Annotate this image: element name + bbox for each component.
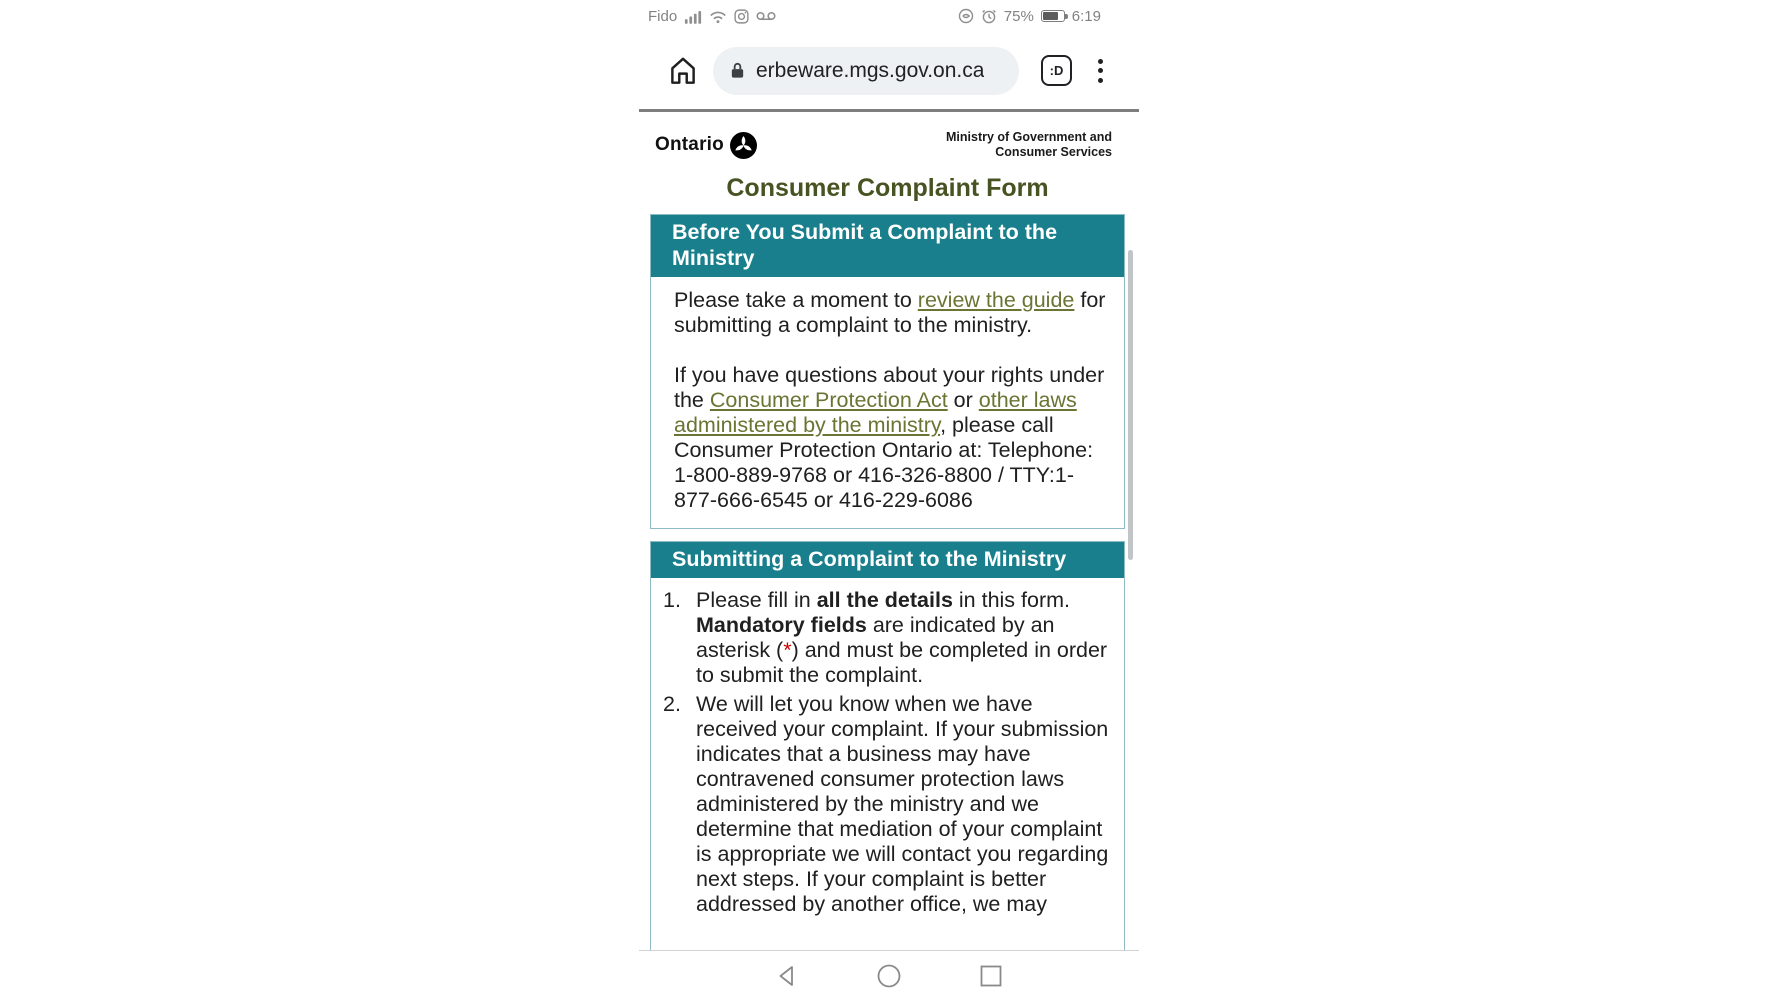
paragraph-questions: If you have questions about your rights under the Consumer Protection Act or other laws administered by the ministry, please call Consumer Protection Ontario at: Telephone: 1-800-889-9768 or 416-326-8800 / TTY:1-877-666-6545 or 416-229-6086 [674,363,1105,512]
submitting-section [650,541,1125,950]
eye-comfort-icon [958,8,974,24]
before-submit-section [650,214,1125,529]
review-guide-link[interactable]: review the guide [917,288,1075,312]
tab-switcher-button[interactable] [1041,55,1072,86]
page-header [650,128,1125,160]
web-page [639,115,1139,950]
home-icon [672,58,693,82]
other-laws-link[interactable]: other laws administered by the ministry [674,388,1077,437]
browser-toolbar [639,32,1139,112]
home-nav-icon [879,965,900,986]
battery-icon [1041,10,1065,22]
page-scrollbar[interactable] [1128,250,1133,560]
status-bar [639,0,1139,32]
before-submit-header: Before You Submit a Complaint to the Ministry [651,215,1124,277]
list-item: 1. Please fill in all the details in this form. Mandatory fields are indicated by an asterisk (*) and must be completed in order to submit the complaint. [663,588,1108,687]
lock-icon [729,61,746,80]
recents-button[interactable] [978,963,1004,989]
android-nav-bar [639,950,1139,1000]
tab-count-badge: :D [1049,63,1064,78]
battery-percent-label: 75% [1003,7,1034,25]
ministry-label: Ministry of Government and Consumer Services [946,130,1112,159]
back-button[interactable] [774,963,800,989]
before-submit-body [651,277,1124,528]
recents-icon [982,966,1001,985]
consumer-protection-act-link[interactable]: Consumer Protection Act [709,388,948,412]
submitting-body [651,578,1124,950]
home-button[interactable] [666,54,700,88]
wifi-icon [709,9,727,24]
voicemail-icon [756,10,776,22]
back-icon [781,967,793,985]
ontario-brand [655,132,757,159]
list-item: 2. We will let you know when we have received your complaint. If your submission indicates that a business may have contravened consumer protection laws administered by the ministry and we determine that mediation of your complaint is appropriate we will contact you regarding next steps. If your complaint is better addressed by another office, we may [663,692,1109,916]
url-bar[interactable] [713,47,1019,95]
submitting-header: Submitting a Complaint to the Ministry [651,542,1124,578]
alarm-icon [981,8,997,24]
signal-strength-icon [684,9,702,24]
status-bar-right [958,8,1101,25]
phone-screen [639,0,1139,1000]
status-bar-left [648,8,776,25]
mandatory-asterisk: * [783,638,792,662]
ontario-wordmark: Ontario [655,134,724,155]
trillium-icon [730,132,757,159]
home-nav-button[interactable] [876,963,902,989]
menu-icon [1098,59,1103,64]
paragraph-review-guide: Please take a moment to review the guide for submitting a complaint to the ministry. [674,288,1106,337]
browser-menu-button[interactable] [1096,57,1105,85]
carrier-label: Fido [648,7,678,25]
instagram-icon [734,9,749,24]
page-title: Consumer Complaint Form [726,174,1049,202]
clock-label: 6:19 [1071,7,1101,25]
url-text: erbeware.mgs.gov.on.ca [756,58,985,82]
